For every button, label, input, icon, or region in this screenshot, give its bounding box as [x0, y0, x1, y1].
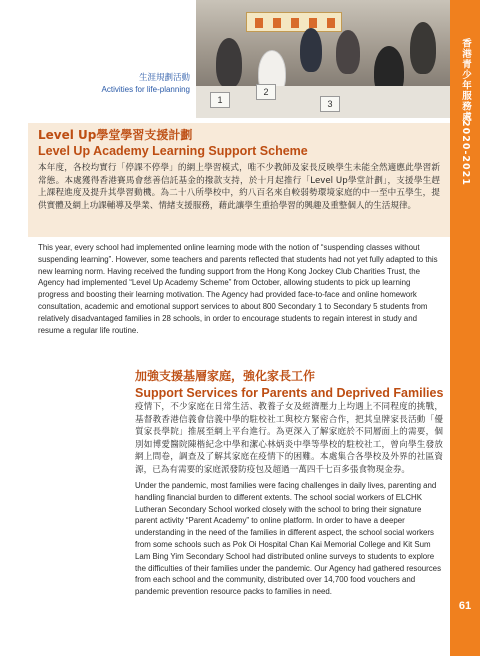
- photo-person: [336, 30, 360, 74]
- photo-person: [410, 22, 436, 74]
- section1-body-en: This year, every school had implemented online learning mode with the notion of “suspending classes without suspending learning”. However, some teachers and parents reflected that students had not yet fully adapted to this new learning norm. Having received the funding support from the Hong Kong Jockey Club Charities Trust, the Agency had implemented “Level Up Academy Scheme” from October, allowing students to pick up learning progress and boosting their learning motivation. The Agency had provided face-to-face and online homework consultation, academic and emotional support services to about 800 Secondary 1 to Secondary 5 students from relatively disadvantaged families in 28 schools, in order to encourage students to regain interest in study and resume a regular life routine.: [38, 243, 438, 335]
- caption-zh: 生涯規劃活動: [138, 73, 190, 83]
- photo-person: [216, 38, 242, 88]
- table-number-card: 2: [256, 84, 276, 100]
- photo-person: [300, 28, 322, 72]
- table-number-card: 3: [320, 96, 340, 112]
- section2-body-en: Under the pandemic, most families were facing challenges in daily lives, parenting and handling financial burden to different extents. The school social workers of ELCHK Lutheran Secondary School worked closely with the school to bring their signature parent activity “Parent Academy” to online platform. In order to have a deeper understanding in the need of the families in different aspect, the school social workers from some schools such as Pok Oi Hospital Chan Kai Memorial College and Kit Sum Lam Bing Yim Secondary School had distributed online surveys to students to explore the difficulties of their families under the pandemic. Our Agency had gathered resources from each school and the community, distributed over 14,700 food vouchers and pandemic prevention resource packs to families in need.: [135, 481, 442, 597]
- section1-heading-zh: Level Up學堂學習支援計劃: [38, 128, 193, 142]
- section2-heading-en: Support Services for Parents and Deprived Families: [135, 386, 444, 400]
- side-band: [450, 0, 480, 656]
- section2-heading-zh: 加強支援基層家庭，強化家長工作: [135, 369, 316, 383]
- table-number-card: 1: [210, 92, 230, 108]
- photo-caption: [40, 72, 190, 96]
- section1-heading: [38, 127, 438, 160]
- caption-en: Activities for life-planning: [101, 85, 190, 94]
- section1-body-zh: 本年度，各校均實行「停課不停學」的網上學習模式，唯不少教師及家長反映學生未能全然適應此學習新常態。本處獲得香港賽馬會慈善信託基金的撥款支持，於十月起推行「Level Up學堂計劃」，支援學生趕上課程進度及提升其學習動機。為二十八所學校中，約八百名來自較弱勢環境家庭的中一至中五學生，提供實體及網上功課輔導及學業、情緒支援服務，藉此讓學生重拾學習的興趣及重整個人的生活規律。: [38, 163, 440, 211]
- activity-photo: [196, 0, 450, 118]
- section1-heading-en: Level Up Academy Learning Support Scheme: [38, 144, 308, 158]
- side-org-name: 香港青少年服務處: [460, 38, 471, 122]
- section2-body-zh: 疫情下，不少家庭在日常生活、教養子女及經濟壓力上均遇上不同程度的挑戰，基督教香港信義會信義中學的駐校社工與校方緊密合作，把其皇牌家長活動「優質家長學院」推展至網上平台進行。為更深入了解家庭於不同層面上的需要，個別如博愛醫院陳楷紀念中學和潔心林炳炎中學等學校的駐校社工，曾向學生發放網上問卷，調查及了解其家庭在疫情下的困難。本處集合各學校及外界的社區資源，已為有需要的家庭派發防疫包及超過一萬四千七百多張食物現金券。: [135, 402, 443, 475]
- side-year: 2020-2021: [460, 120, 471, 186]
- section2-heading: [135, 368, 450, 402]
- photo-banner: [246, 12, 342, 32]
- page-number: 61: [458, 600, 472, 612]
